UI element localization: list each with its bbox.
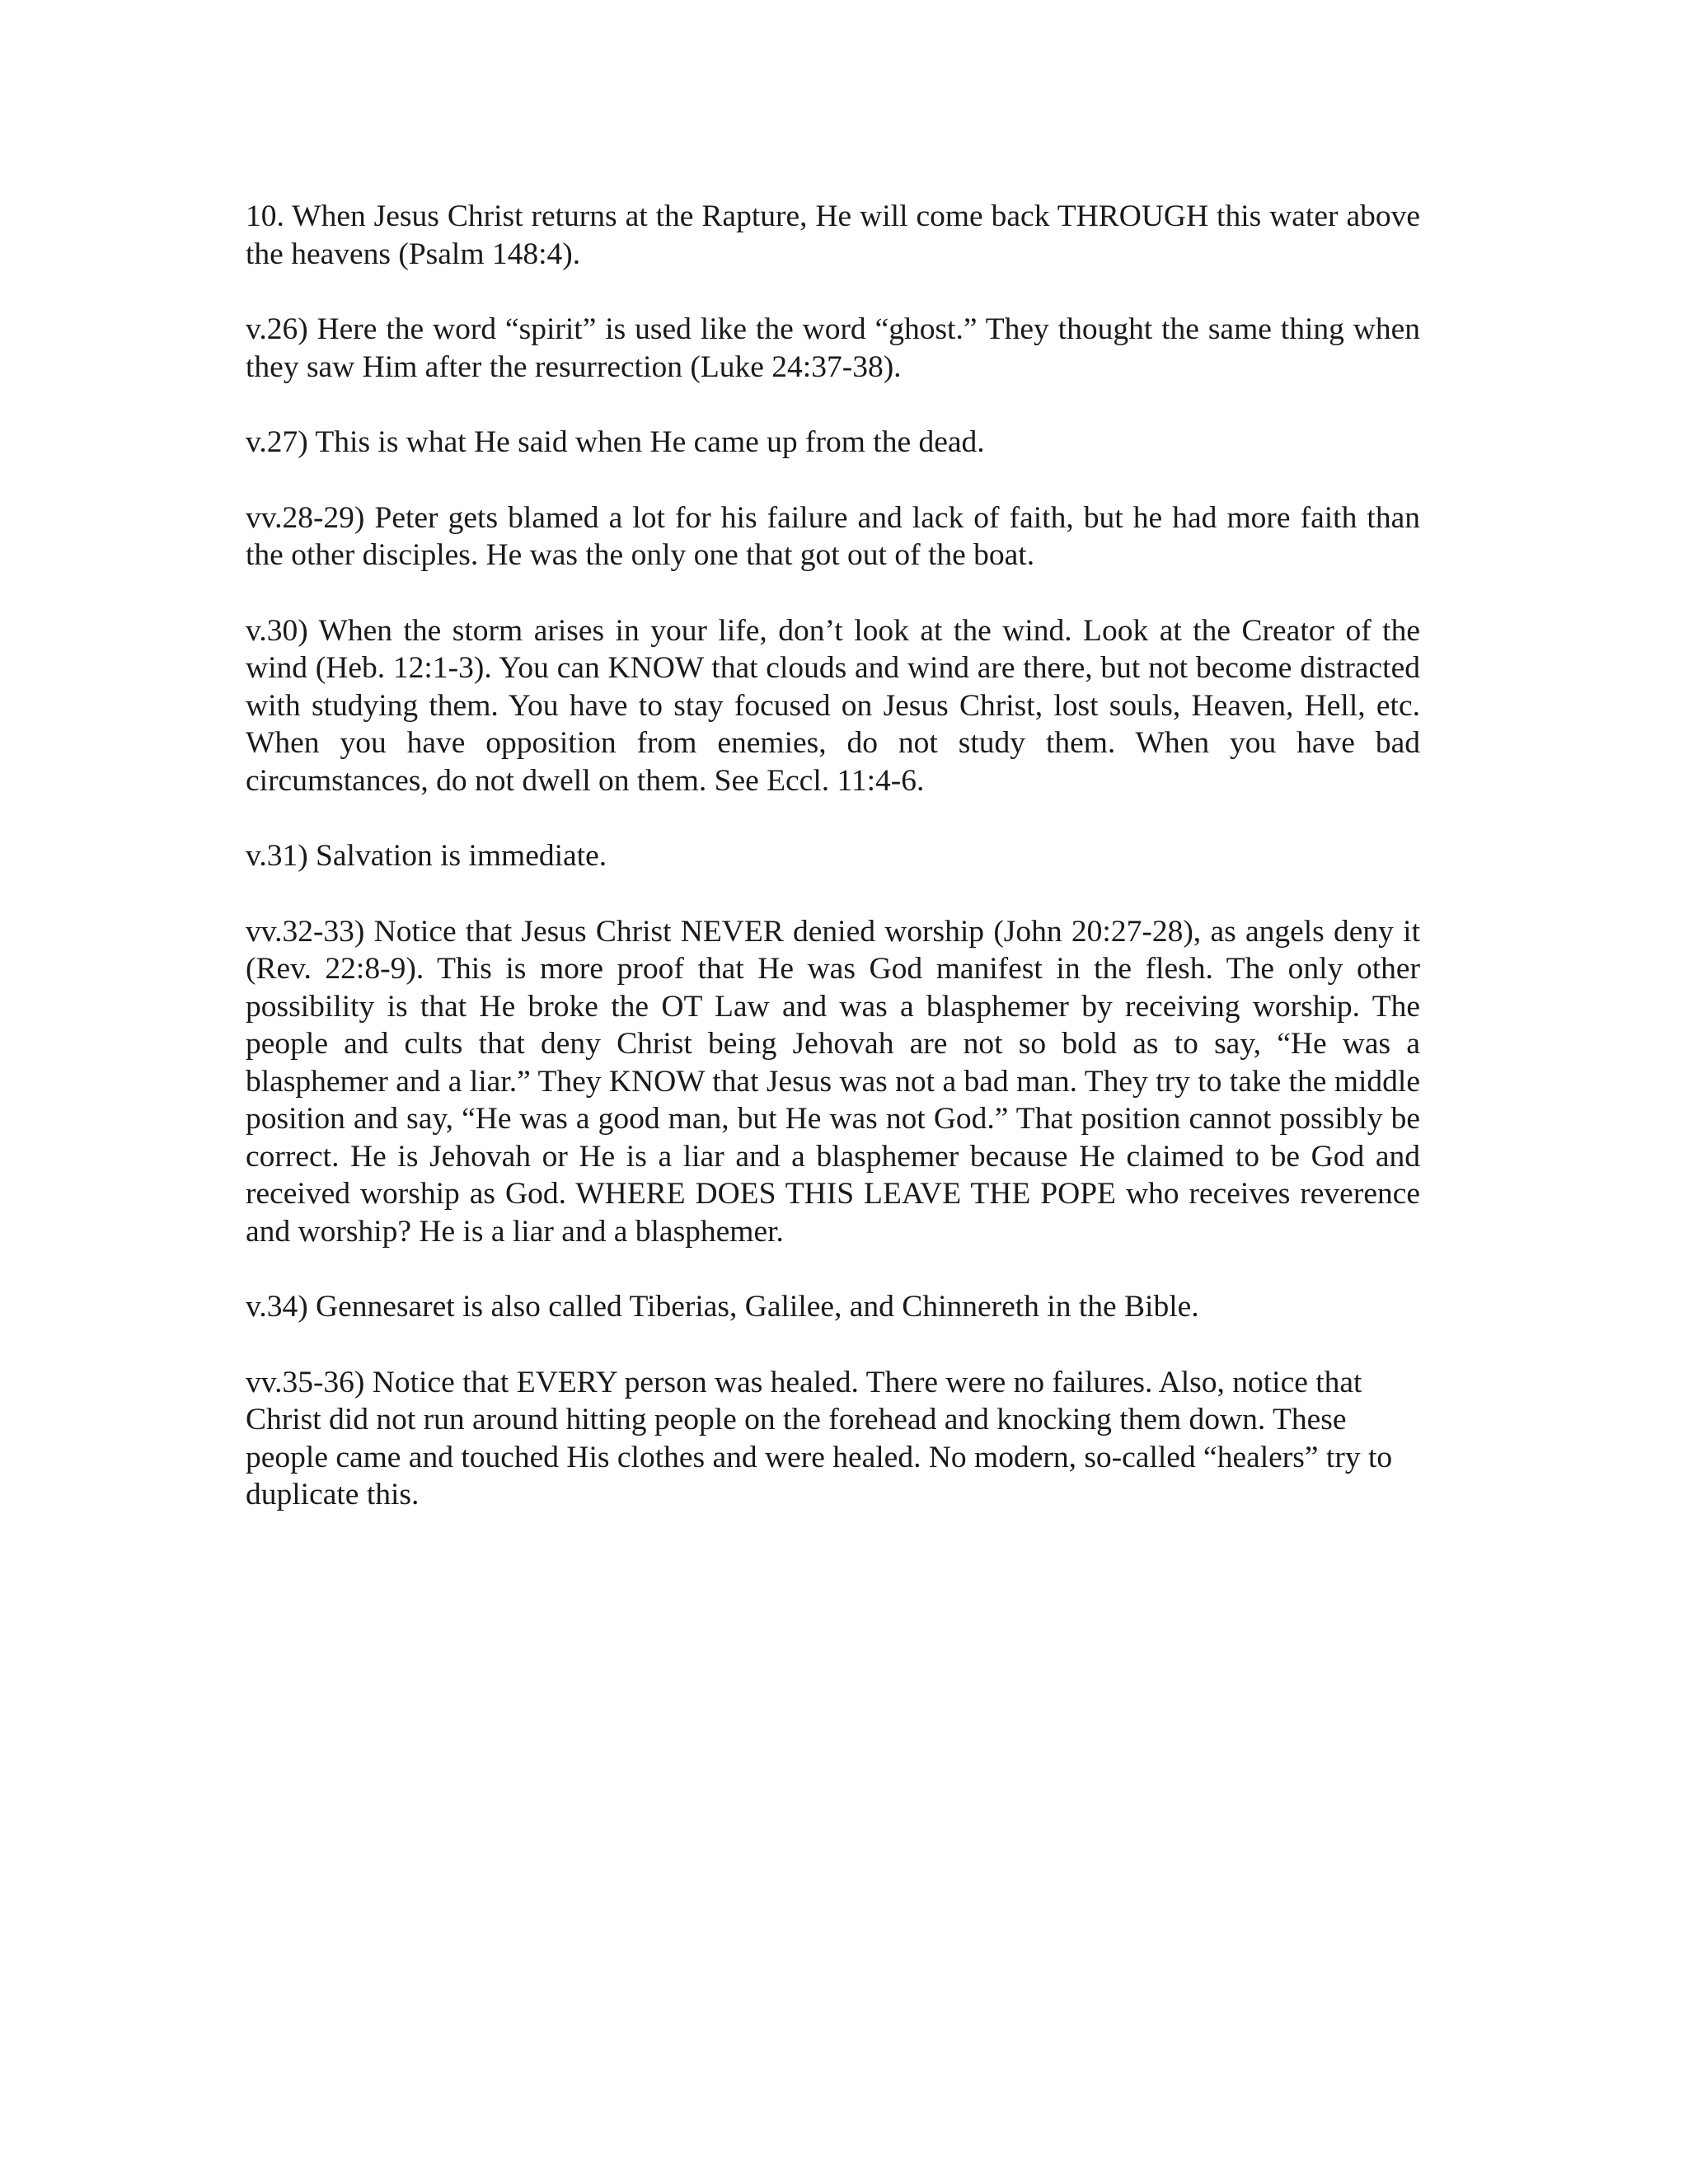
paragraph-verse-30: v.30) When the storm arises in your life, don’t look at the wind. Look at the Creator of the wind (Heb. 12:1-3). You can KNOW that clouds and wind are there, but not become distracted with studying them. You have to stay focused on Jesus Christ, lost souls, Heaven, Hell, etc. When you have opposition from enemies, do not study them. When you have bad circumstances, do not dwell on them. See Eccl. 11:4-6. [246, 613, 1420, 798]
document-body [246, 198, 1420, 1552]
paragraph-verses-28-29: vv.28-29) Peter gets blamed a lot for his failure and lack of faith, but he had more faith than the other disciples. He was the only one that got out of the boat. [246, 500, 1420, 572]
paragraph-verses-32-33: vv.32-33) Notice that Jesus Christ NEVER denied worship (John 20:27-28), as angels deny it (Rev. 22:8-9). This is more proof that He was God manifest in the flesh. The only other possibility is that He broke the OT Law and was a blasphemer by receiving worship. The people and cults that deny Christ being Jehovah are not so bold as to say, “He was a blasphemer and a liar.” They KNOW that Jesus was not a bad man. They try to take the middle position and say, “He was a good man, but He was not God.” That position cannot possibly be correct. He is Jehovah or He is a liar and a blasphemer because He claimed to be God and received worship as God. WHERE DOES THIS LEAVE THE POPE who receives reverence and worship? He is a liar and a blasphemer. [246, 914, 1420, 1249]
paragraph-verse-27: v.27) This is what He said when He came up from the dead. [246, 425, 985, 459]
paragraph-verse-34: v.34) Gennesaret is also called Tiberias, Galilee, and Chinnereth in the Bible. [246, 1290, 1199, 1324]
paragraph-verses-35-36: vv.35-36) Notice that EVERY person was healed. There were no failures. Also, notice that Christ did not run around hitting people on the forehead and knocking them down. These people came and touched His clothes and were healed. No modern, so-called “healers” try to duplicate this. [246, 1365, 1393, 1511]
paragraph-verse-31: v.31) Salvation is immediate. [246, 839, 607, 873]
paragraph-point-10: 10. When Jesus Christ returns at the Rapture, He will come back THROUGH this water above the heavens (Psalm 148:4). [246, 199, 1420, 271]
paragraph-verse-26: v.26) Here the word “spirit” is used like the word “ghost.” They thought the same thing when they saw Him after the resurrection (Luke 24:37-38). [246, 312, 1420, 384]
